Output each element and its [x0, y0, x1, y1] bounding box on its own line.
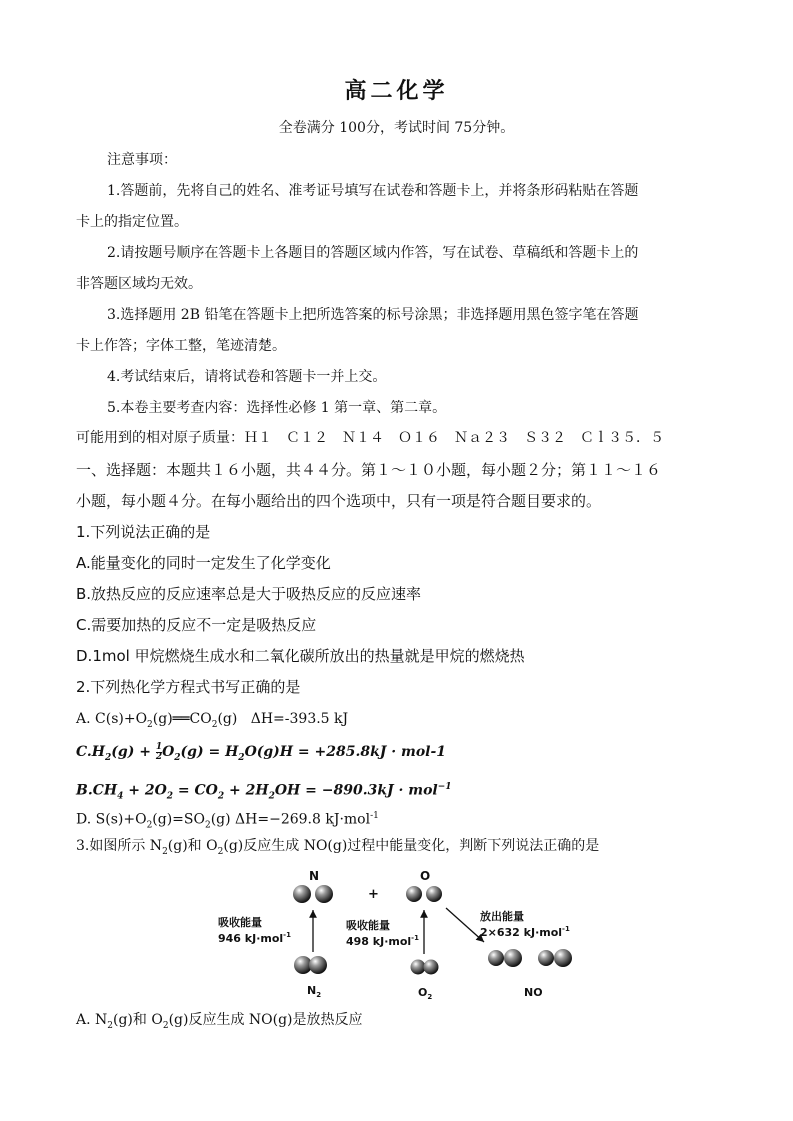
absorb-2-value	[346, 934, 419, 948]
q3-stem-sub-1: 2	[162, 846, 168, 857]
notice-item-4: 4.考试结束后，请将试卷和答题卡一并上交。	[107, 369, 387, 385]
no-2-atom-2	[554, 949, 572, 967]
no-1-atom-2	[504, 949, 522, 967]
n2-atom-2	[309, 956, 327, 974]
q2-option-c-frac-den: 2	[155, 751, 163, 762]
n2-label	[307, 984, 321, 999]
release-sup: -1	[562, 925, 570, 933]
q2-option-b	[0, 777, 793, 806]
q2-option-b-a: CH	[92, 782, 118, 799]
atom-n-label: N	[309, 869, 320, 883]
q2-option-b-c: = CO	[173, 782, 218, 799]
notice-item-2: 2.请按题号顺序在答题卡上各题目的答题区域内作答，写在试卷、草稿纸和答题卡上的	[107, 245, 639, 261]
q3-stem-sub-2: 2	[217, 846, 224, 857]
q2-option-d-dh: (g) ΔH=−269.8 kJ·mol	[210, 811, 371, 828]
n-atom-1	[293, 885, 311, 903]
q2-option-a-arrow: ══	[172, 711, 190, 727]
q2-option-d-sup: -1	[370, 811, 379, 821]
absorb-2-value-text: 498 kJ·mol	[346, 935, 412, 948]
o2-atom-1	[411, 960, 426, 975]
q2-option-b-sub-4: 4	[117, 791, 124, 802]
q2-option-d-sub-1: 2	[146, 820, 153, 831]
section-1-line-1: 一、选择题：本题共１６小题，共４４分。第１～１０小题，每小题２分；第１１～１６	[76, 461, 662, 479]
q2-option-c-label: C.	[76, 744, 92, 760]
q3-stem-a: 3.如图所示 N	[76, 838, 163, 854]
q2-option-c-sub-2: 2	[174, 752, 181, 763]
no-1-atom-1	[488, 950, 504, 966]
q1-option-c: C.需要加热的反应不一定是吸热反应	[76, 616, 317, 634]
q2-option-a-label: A.	[76, 711, 91, 727]
q2-option-c-mid3: O(g)H = +285.8kJ · mol-1	[244, 744, 447, 760]
plus-sign: +	[368, 887, 379, 902]
q2-option-b-d: + 2H	[224, 782, 269, 799]
q2-option-d-sub-2: 2	[204, 820, 211, 831]
no-label: NO	[524, 986, 543, 999]
page-title: 高二化学	[344, 79, 449, 104]
absorb-1-sup: -1	[283, 931, 291, 939]
q2-option-b-label: B.	[76, 782, 93, 799]
o-atom-1	[406, 886, 422, 902]
q1-option-d: D.1mol 甲烷燃烧生成水和二氧化碳所放出的热量就是甲烷的燃烧热	[76, 647, 525, 665]
notice-item-5: 5.本卷主要考查内容：选择性必修 1 第一章、第二章。	[107, 400, 447, 416]
absorb-1-value-text: 946 kJ·mol	[218, 932, 284, 945]
q2-option-c-mid: O	[162, 744, 175, 760]
atom-o-label: O	[420, 869, 431, 883]
notice-heading: 注意事项：	[107, 152, 177, 168]
q3-option-a-text-b: (g)和 O	[113, 1012, 163, 1028]
energy-diagram	[0, 866, 793, 1006]
no-2-atom-1	[538, 950, 554, 966]
q2-option-c	[0, 742, 793, 768]
q2-option-d	[0, 806, 793, 835]
q2-option-a-rhs: CO	[189, 711, 212, 727]
q2-option-d-label: D.	[76, 811, 92, 828]
o2-label-text: O	[418, 986, 428, 999]
q2-option-b-sup: −1	[437, 782, 452, 792]
q2-option-d-lhs: S(s)+O	[95, 811, 147, 828]
q2-stem: 2.下列热化学方程式书写正确的是	[76, 678, 301, 696]
absorb-2-label: 吸收能量	[346, 919, 390, 932]
notice-item-3: 3.选择题用 2B 铅笔在答题卡上把所选答案的标号涂黑；非选择题用黑色签字笔在答题	[107, 307, 639, 323]
q2-option-b-e: OH = −890.3kJ · mol	[274, 782, 438, 799]
q2-option-a-sub-1: 2	[147, 719, 153, 730]
q3-option-a-text-c: (g)反应生成 NO(g)是放热反应	[168, 1012, 363, 1028]
q3-option-a-text-a: A. N	[76, 1012, 108, 1028]
q2-option-a-g2: (g)	[217, 711, 251, 727]
n-atom-2	[315, 885, 333, 903]
absorb-1-value	[218, 931, 291, 945]
release-value	[480, 925, 570, 939]
q2-option-b-sub-2c: 2	[268, 791, 275, 802]
n2-label-text: N	[307, 984, 317, 997]
absorb-2-sup: -1	[411, 934, 419, 942]
q3-option-a	[0, 1010, 793, 1036]
q2-option-a-g1: (g)	[152, 711, 173, 727]
q2-option-c-mid2: (g) = H	[180, 744, 239, 760]
atomic-masses: 可能用到的相对原子质量：Ｈ１ Ｃ１２ Ｎ１４ Ｏ１６ Ｎａ２３ Ｓ３２ Ｃｌ３５．５	[76, 430, 664, 446]
q1-stem: 1.下列说法正确的是	[76, 523, 211, 541]
o2-label-sub: 2	[427, 993, 433, 1001]
arrow-release	[446, 908, 484, 942]
notice-item-1: 1.答题前，先将自己的姓名、准考证号填写在试卷和答题卡上，并将条形码粘贴在答题	[107, 183, 639, 199]
q2-option-c-lhs-a: H	[91, 744, 106, 760]
q2-option-b-b: + 2O	[123, 782, 167, 799]
q3-option-a-sub-1: 2	[107, 1020, 113, 1031]
o2-atom-2	[424, 960, 439, 975]
q1-option-b: B.放热反应的反应速率总是大于吸热反应的反应速率	[76, 585, 422, 603]
q2-option-b-sub-2a: 2	[166, 791, 174, 802]
q3-stem-c: (g)反应生成 NO(g)过程中能量变化，判断下列说法正确的是	[223, 838, 600, 854]
notice-item-2-cont: 非答题区域均无效。	[76, 276, 202, 292]
release-value-text: 2×632 kJ·mol	[480, 926, 563, 939]
q2-option-c-lhs-b: (g) +	[111, 744, 151, 760]
absorb-1-label: 吸收能量	[218, 916, 262, 929]
section-1-line-2: 小题，每小题４分。在每小题给出的四个选项中，只有一项是符合题目要求的。	[76, 492, 602, 510]
q3-stem-b: (g)和 O	[167, 838, 218, 854]
o-atom-2	[426, 886, 442, 902]
q2-option-b-sub-2b: 2	[217, 791, 225, 802]
subtitle: 全卷满分 100分，考试时间 75分钟。	[278, 120, 515, 136]
o2-label	[418, 986, 432, 1001]
q2-option-c-sub-3: 2	[238, 752, 245, 763]
q3-option-a-sub-2: 2	[162, 1020, 169, 1031]
notice-item-1-cont: 卡上的指定位置。	[76, 214, 188, 230]
q2-option-c-frac-num: 1	[155, 741, 163, 752]
notice-item-3-cont: 卡上作答；字体工整，笔迹清楚。	[76, 338, 286, 354]
q2-option-d-rhs: (g)=SO	[152, 811, 205, 828]
q3-stem	[0, 836, 793, 862]
release-label: 放出能量	[480, 910, 524, 923]
q2-option-c-sub-1: 2	[105, 752, 112, 763]
q1-option-a: A.能量变化的同时一定发生了化学变化	[76, 554, 331, 572]
q2-option-a-dh: ΔH=-393.5 kJ	[250, 711, 349, 727]
q2-option-a-lhs: C(s)+O	[95, 711, 148, 727]
q2-option-a-sub-2: 2	[211, 719, 218, 730]
n2-label-sub: 2	[316, 991, 322, 999]
q2-option-a	[0, 709, 793, 735]
